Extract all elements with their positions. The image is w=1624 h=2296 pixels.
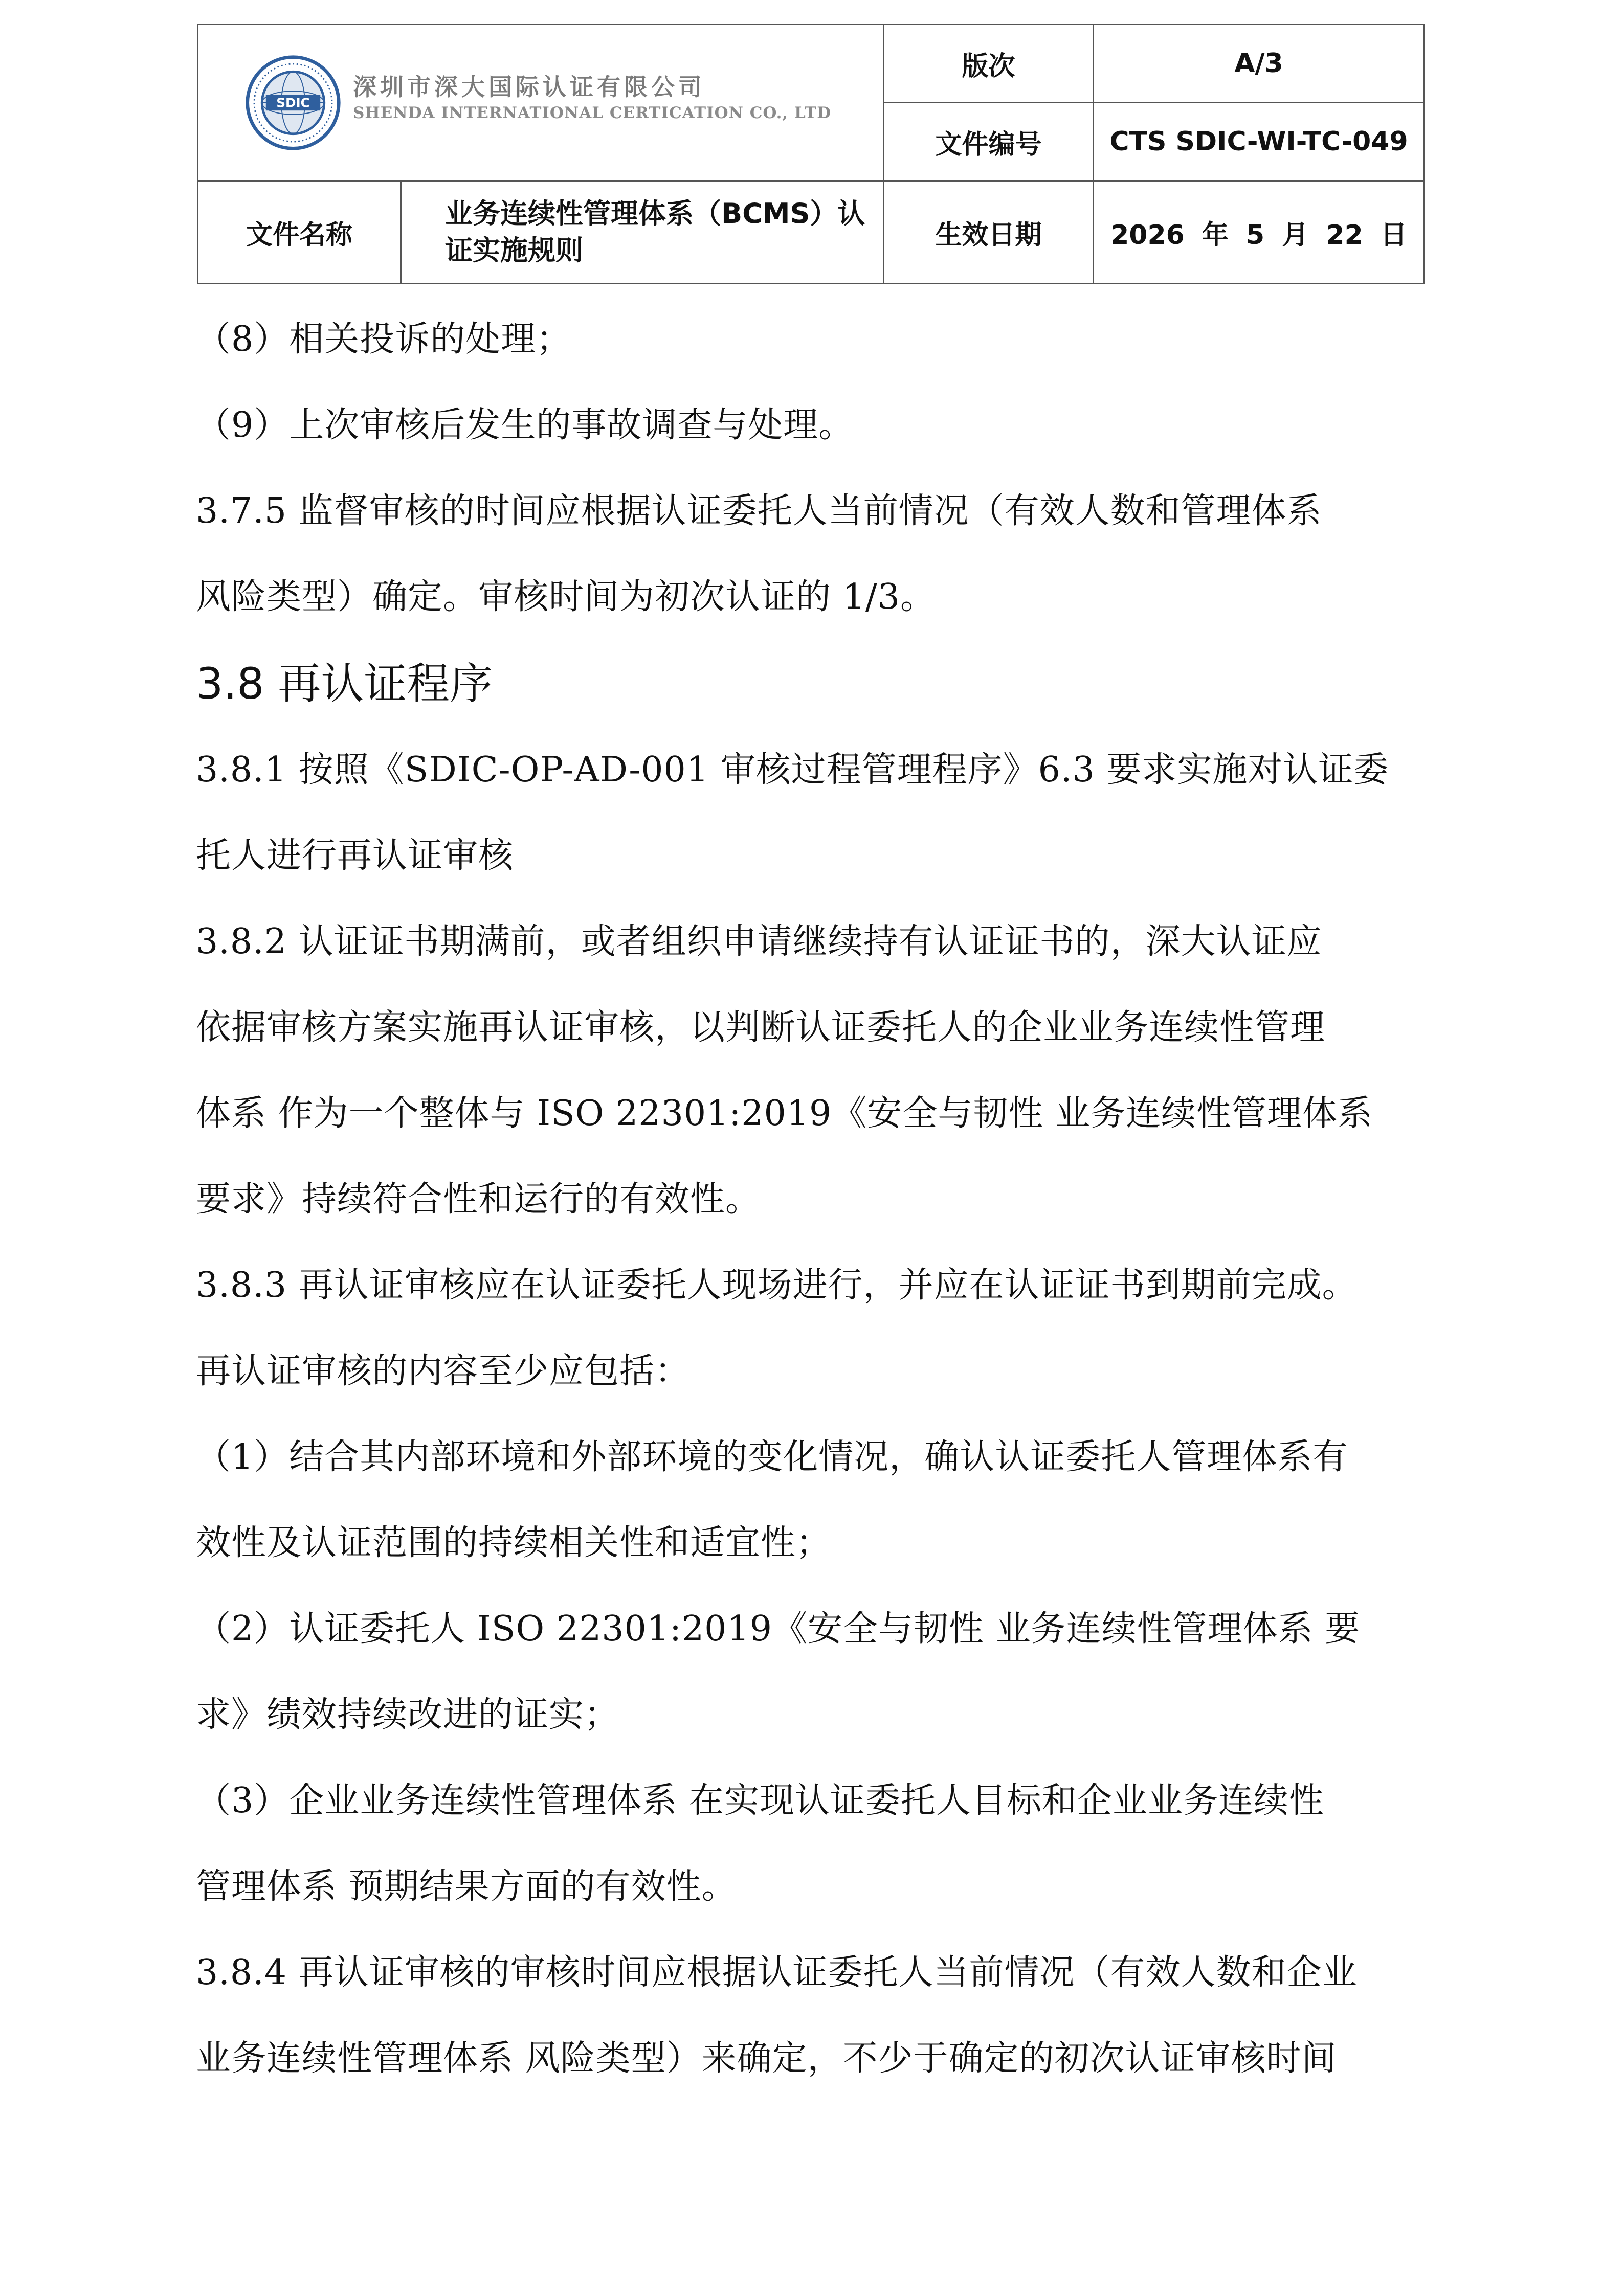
version-value: A/3	[1094, 25, 1425, 103]
body-line: 效性及认证范围的持续相关性和适宜性；	[196, 1523, 832, 1563]
body-line: 管理体系 预期结果方面的有效性。	[196, 1866, 737, 1907]
body-line: （2）认证委托人 ISO 22301:2019《安全与韧性 业务连续性管理体系 要	[196, 1609, 1361, 1649]
doc-number-label: 文件编号	[884, 103, 1094, 181]
company-seal-icon	[244, 54, 342, 151]
document-body	[196, 297, 1434, 2102]
doc-name-value: 业务连续性管理体系（BCMS）认证实施规则	[401, 181, 884, 284]
body-line: 3.8.3 再认证审核应在认证委托人现场进行，并应在认证证书到期前完成。	[196, 1265, 1358, 1305]
body-line: （8）相关投诉的处理；	[196, 319, 572, 359]
effective-date-value: 2026 年 5 月 22 日	[1094, 181, 1425, 284]
body-line: 3.8.2 认证证书期满前，或者组织申请继续持有认证证书的，深大认证应	[196, 921, 1322, 962]
body-line: 风险类型）确定。审核时间为初次认证的 1/3。	[196, 577, 936, 617]
body-line: 体系 作为一个整体与 ISO 22301:2019《安全与韧性 业务连续性管理体系	[196, 1093, 1373, 1134]
body-line: 求》绩效持续改进的证实；	[196, 1695, 620, 1735]
body-line: 再认证审核的内容至少应包括：	[196, 1351, 691, 1391]
doc-name-label: 文件名称	[198, 181, 401, 284]
document-header-table	[197, 24, 1425, 284]
body-line: 3.7.5 监督审核的时间应根据认证委托人当前情况（有效人数和管理体系	[196, 491, 1322, 531]
company-name-cn: 深圳市深大国际认证有限公司	[353, 73, 705, 101]
body-line: 业务连续性管理体系 风险类型）来确定，不少于确定的初次认证审核时间	[196, 2038, 1337, 2079]
body-line: 要求》持续符合性和运行的有效性。	[196, 1179, 761, 1220]
company-logo	[198, 54, 883, 151]
seal-text: SDIC	[276, 95, 310, 110]
body-line: 3.8.1 按照《SDIC-OP-AD-001 审核过程管理程序》6.3 要求实施对认证委	[196, 750, 1389, 790]
effective-date-label: 生效日期	[884, 181, 1094, 284]
body-line: （3）企业业务连续性管理体系 在实现认证委托人目标和企业业务连续性	[196, 1781, 1324, 1821]
company-name-en: SHENDA INTERNATIONAL CERTICATION CO., LTD	[353, 103, 832, 122]
version-label: 版次	[884, 25, 1094, 103]
body-line: 3.8.4 再认证审核的审核时间应根据认证委托人当前情况（有效人数和企业	[196, 1952, 1358, 1993]
body-line: 托人进行再认证审核	[196, 836, 514, 876]
doc-number-value: CTS SDIC-WI-TC-049	[1094, 103, 1425, 181]
section-heading: 3.8 再认证程序	[196, 659, 493, 709]
body-line: （1）结合其内部环境和外部环境的变化情况，确认认证委托人管理体系有	[196, 1437, 1348, 1477]
body-line: （9）上次审核后发生的事故调查与处理。	[196, 405, 854, 445]
company-logo-cell	[198, 25, 884, 181]
body-line: 依据审核方案实施再认证审核，以判断认证委托人的企业业务连续性管理	[196, 1007, 1326, 1048]
